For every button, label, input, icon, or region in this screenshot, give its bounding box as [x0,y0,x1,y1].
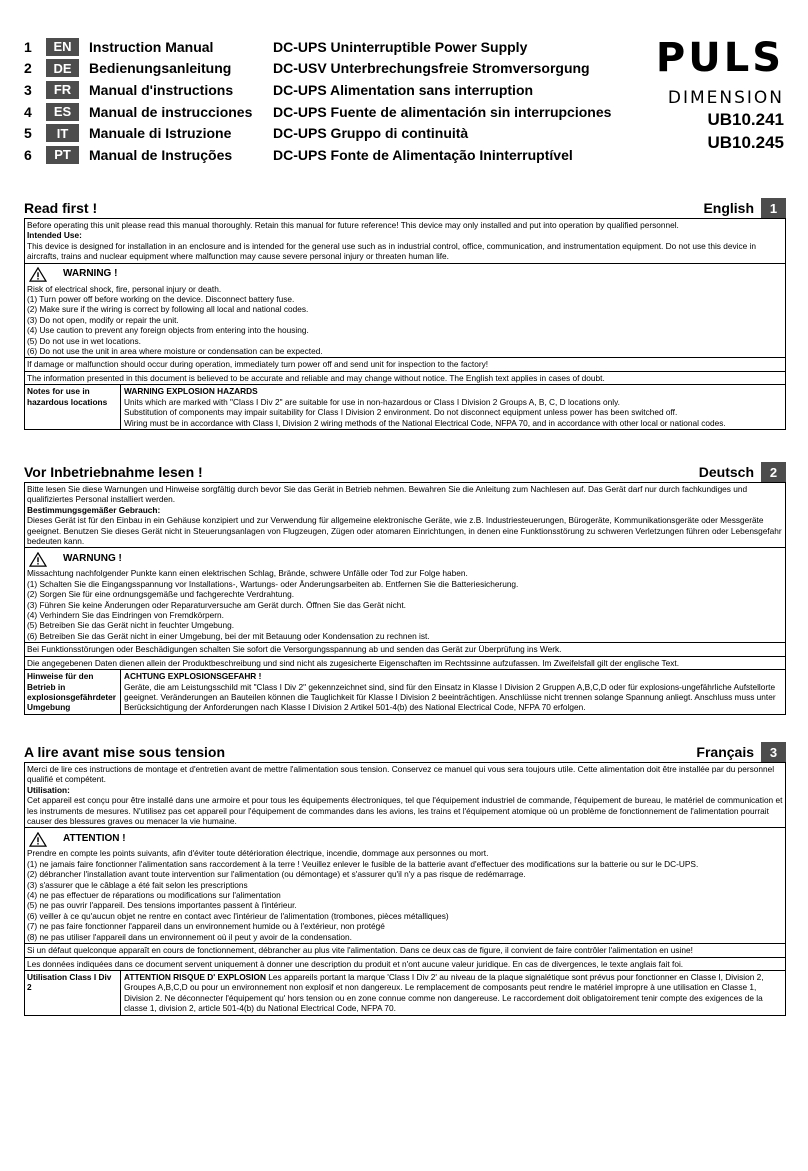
section-francais [24,742,786,1016]
hazard-notes-line: Geräte, die am Leistungsschild mit "Class I Div 2" gekennzeichnet sind, sind für den Einsatz in Klasse I Division 2 Gruppen A,B,C,D oder für explosions-ungefährliche Aufstellorte geeignet. Veränderungen an Bauteilen können die Tauglichkeit für Klasse I Division 2 beeinträchtigen. Anschlüsse nicht trennen solange Spannung anliegt. Anschluss muss unter Berücksichtigung der Anforderungen nach Klasse I Division 2 Artikel 501-4(b) des National Electrical Code, NFPA 70 erfolgen. [124,681,776,713]
product-title: DC-UPS Fonte de Alimentação Ininterruptível [273,146,573,163]
hazard-notes [24,971,786,1016]
hazard-notes [24,385,786,430]
section-title: Read first ! [24,200,98,216]
language-number: 1 [24,38,32,55]
product-title: DC-USV Unterbrechungsfreie Stromversorgung [273,60,590,77]
warning-triangle-icon [29,552,47,567]
warning-line: (4) Use caution to prevent any foreign objects from entering into the housing. [27,325,309,336]
warning-line: (3) Führen Sie keine Änderungen oder Reparaturversuche am Gerät durch. Öffnen Sie das Gerät nicht. [27,599,406,610]
warning-line: (8) ne pas utiliser l'appareil dans un environnement où il peut y avoir de la condensation. [27,931,352,942]
warning-line: (3) s'assurer que le câblage a été fait selon les prescriptions [27,879,248,890]
section-title: A lire avant mise sous tension [24,744,225,760]
warning-line: (1) Turn power off before working on the device. Disconnect battery fuse. [27,294,295,305]
language-code-badge: FR [46,81,79,99]
disclaimer-text: Les données indiquées dans ce document servent uniquement à donner une description du produit et n'ont aucune valeur juridique. En cas de divergences, le texte anglais fait foi. [27,958,684,969]
warning-line: Risk of electrical shock, fire, personal injury or death. [27,283,222,294]
intended-use-text: This device is designed for installation in an enclosure and is intended for the general use such as in industrial control, office, communication, and instrumentation equipment. Do not use this device in aircrafts, trains and nuclear equipment where malfunction may cause severe personal injury or threaten human life. [27,240,757,262]
section-language: English [703,200,754,216]
section-number-badge: 1 [761,198,786,218]
product-title: DC-UPS Alimentation sans interruption [273,81,534,98]
intended-use-heading: Intended Use: [27,230,82,241]
manual-title: Manual de instrucciones [89,103,253,120]
damage-note-text: Bei Funktionsstörungen oder Beschädigungen schalten Sie sofort die Versorgungsspannung ab und senden das Gerät zur Überprüfung ins Werk. [27,644,562,655]
language-row [24,36,611,58]
disclaimer-text: Die angegebenen Daten dienen allein der Produktbeschreibung und sind nicht als zugesicherte Eigenschaften im Rechtssinne aufzufassen. Im Zweifelsfall gilt der englische Text. [27,657,680,668]
language-code-badge: PT [46,146,79,164]
intro-text: Merci de lire ces instructions de montage et d'entretien avant de mettre l'alimentation sous tension. Conservez ce manuel qui vous sera toujours utile. Cette alimentation doit être installée par du personnel qualifié et compétent. [27,764,775,785]
section-number-badge: 2 [761,462,786,482]
section-english [24,198,786,430]
language-code-badge: EN [46,38,79,56]
intro-text: Bitte lesen Sie diese Warnungen und Hinweise sorgfältig durch bevor Sie das Gerät in Betrieb nehmen. Bewahren Sie die Anleitung zum Nachlesen auf. Das Gerät darf nur durch fachkundiges und qualifiziertes Personal installiert werden. [27,484,748,505]
hazard-notes-heading: WARNING EXPLOSION HAZARDS [124,386,258,397]
hazard-notes-line: Substitution of components may impair suitability for Class I Division 2 environment. Do not disconnect equipment unless power has been switched off. [124,407,678,418]
warning-line: (5) ne pas ouvrir l'appareil. Des tensions importantes passent à l'intérieur. [27,900,297,911]
disclaimer [24,372,786,385]
language-number: 6 [24,146,32,163]
language-number: 2 [24,60,32,77]
section-header [24,462,786,483]
warning-label: WARNING ! [63,268,118,280]
warning-line: (6) Do not use the unit in area where moisture or condensation can be expected. [27,346,323,357]
section-header [24,198,786,219]
section-deutsch [24,462,786,715]
warning-box [24,828,786,944]
product-title: DC-UPS Gruppo di continuità [273,125,469,142]
hazard-notes-label: Hinweise für den Betrieb in explosionsgefährdeter Umgebung [25,670,121,714]
manual-title: Instruction Manual [89,38,214,55]
section-title: Vor Inbetriebnahme lesen ! [24,464,203,480]
damage-note [24,944,786,957]
disclaimer [24,657,786,670]
warning-line: (4) Verhindern Sie das Eindringen von Fremdkörpern. [27,610,224,621]
language-row [24,122,611,144]
warning-line: (5) Do not use in wet locations. [27,335,141,346]
warning-line: (1) ne jamais faire fonctionner l'alimentation sans raccordement à la terre ! Veuillez enlever le fusible de la batterie avant d'effectuer des modifications sur la batterie ou sur le DC-UPS. [27,858,699,869]
warning-box [24,264,786,359]
language-number: 4 [24,103,32,120]
language-number: 3 [24,81,32,98]
section-language: Deutsch [698,464,754,480]
warning-header [29,267,783,283]
hazard-notes-content [121,670,785,714]
language-row [24,79,611,101]
warning-box [24,548,786,643]
intro-box [24,763,786,828]
hazard-notes-line: Units which are marked with "Class I Div 2" are suitable for use in non-hazardous or Class I Division 2 Groups A, B, C, D locations only. [124,396,620,407]
language-row [24,101,611,123]
language-table [24,36,611,166]
warning-triangle-icon [29,267,47,282]
manual-title: Bedienungsanleitung [89,60,232,77]
disclaimer [24,958,786,971]
warning-line: Prendre en compte les points suivants, afin d'éviter toute détérioration électrique, incendie, dommage aux personnes ou mort. [27,848,489,859]
warning-line: (1) Schalten Sie die Eingangsspannung vor Installations-, Wartungs- oder Änderungsarbeiten ab. Entfernen Sie die Batteriesicherung. [27,578,519,589]
damage-note [24,358,786,371]
intended-use-text: Dieses Gerät ist für den Einbau in ein Gehäuse konzipiert und zur Verwendung für allgemeine elektronische Geräte, wie z.B. Industriesteuerungen, Bürogeräte, Kommunikationsgeräte oder Messgeräte geeignet. Benutzen Sie dieses Gerät nicht in Steuerungsanlagen von Flugzeugen, Zügen oder atomaren Einrichtungen, in denen eine Funktionsstörung zu schweren Verletzungen führen oder Lebensgefahr bedeuten kann. [27,515,782,547]
model-number: UB10.245 [707,133,784,152]
manual-title: Manuale di Istruzione [89,125,232,142]
intended-use-text: Cet appareil est conçu pour être installé dans une armoire et pour tous les équipements électroniques, tel que l'équipement industriel de commande, l'équipement de bureau, le matériel de communication et les instruments de mesures. N'utilisez pas cet appareil pour l'équipement de commandes dans les avions, les trains et l'équipement atomique où un problème de fonctionnement de l'alimentation pourrait causer des blessures graves ou menacer la vie humaine. [27,795,783,827]
model-number: UB10.241 [707,110,784,129]
language-row [24,58,611,80]
language-code-badge: DE [46,59,79,77]
warning-label: ATTENTION ! [63,833,126,845]
damage-note-text: Si un défaut quelconque apparaît en cours de fonctionnement, débrancher au plus vite l'alimentation. Dans ce deux cas de figure, il convient de faire contrôler l'alimentation en usine! [27,945,693,956]
warning-line: (2) Sorgen Sie für eine ordnungsgemäße und fachgerechte Verdrahtung. [27,589,295,600]
section-language: Français [696,744,754,760]
warning-line: Missachtung nachfolgender Punkte kann einen elektrischen Schlag, Brände, schwere Unfälle oder Tod zur Folge haben. [27,568,468,579]
warning-label: WARNUNG ! [63,553,122,565]
warning-line: (2) Make sure if the wiring is correct by following all local and national codes. [27,304,309,315]
damage-note-text: If damage or malfunction should occur during operation, immediately turn power off and send unit for inspection to the factory! [27,359,489,370]
series-name: DIMENSION [667,88,784,108]
warning-header [29,831,783,847]
section-header [24,742,786,763]
language-code-badge: ES [46,103,79,121]
section-number-badge: 3 [761,742,786,762]
disclaimer-text: The information presented in this document is believed to be accurate and reliable and may change without notice. The English text applies in cases of doubt. [27,372,605,383]
product-title: DC-UPS Fuente de alimentación sin interrupciones [273,103,612,120]
product-title: DC-UPS Uninterruptible Power Supply [273,38,528,55]
language-number: 5 [24,125,32,142]
warning-line: (3) Do not open, modify or repair the unit. [27,314,179,325]
damage-note [24,643,786,656]
hazard-notes [24,670,786,715]
warning-line: (6) veiller à ce qu'aucun objet ne rentre en contact avec l'intérieur de l'alimentation (trombones, pièces métalliques) [27,910,449,921]
warning-line: (6) Betreiben Sie das Gerät nicht in einer Umgebung, bei der mit Betauung oder Kondensation zu rechnen ist. [27,630,430,641]
hazard-notes-line: Les appareils portant la marque 'Class I Div 2' au niveau de la plaque signalétique sont prévus pour fonctionner en Classe I, Division 2, Groupes A,B,C,D ou pour un environnement non explosif et non dangereux. Le remplacement de composants peut rendre le matériel impropre à une utilisation en Classe 1, Division 2. Ne déconnecter l'équipement qu' hors tension ou en zone connue comme non dangereuse. Le raccordement doit obligatoirement tenir compte des exigences de la classe 1, division 2, article 501-4(b) du National Electrical Code, NFPA 70. [124,971,764,1014]
warning-line: (5) Betreiben Sie das Gerät nicht in feuchter Umgebung. [27,620,235,631]
hazard-notes-heading: ATTENTION RISQUE D' EXPLOSION [124,971,266,982]
warning-header [29,551,783,567]
brand-block [634,36,784,154]
warning-line: (2) débrancher l'installation avant toute intervention sur l'alimentation (ou démontage) et s'assurer qu'il n'y a pas risque de redémarrage. [27,869,526,880]
intro-text: Before operating this unit please read this manual thoroughly. Retain this manual for future reference! This device may only installed and put into operation by qualified personnel. [27,220,679,230]
intended-use-heading: Bestimmungsgemäßer Gebrauch: [27,504,161,515]
hazard-notes-content [121,971,785,1015]
intro-box [24,483,786,548]
hazard-notes-line: Wiring must be in accordance with Class I, Division 2 wiring methods of the National Electrical Code, NFPA 70, and in accordance with other local or national codes. [124,417,726,428]
language-row [24,144,611,166]
hazard-notes-heading: ACHTUNG EXPLOSIONSGEFAHR ! [124,671,262,682]
warning-line: (4) ne pas effectuer de réparations ou modifications sur l'alimentation [27,890,281,901]
intended-use-heading: Utilisation: [27,784,70,795]
warning-line: (7) ne pas faire fonctionner l'appareil dans un environnement humide ou à l'extérieur, non protégé [27,921,385,932]
manual-title: Manual de Instruções [89,146,233,163]
hazard-notes-label: Notes for use in hazardous locations [25,385,121,429]
language-code-badge: IT [46,124,79,142]
warning-triangle-icon [29,832,47,847]
hazard-notes-content [121,385,785,429]
manual-title: Manual d'instructions [89,81,234,98]
hazard-notes-label: Utilisation Class I Div 2 [25,971,121,1015]
intro-box [24,219,786,264]
brand-logo: PULS [655,35,784,81]
